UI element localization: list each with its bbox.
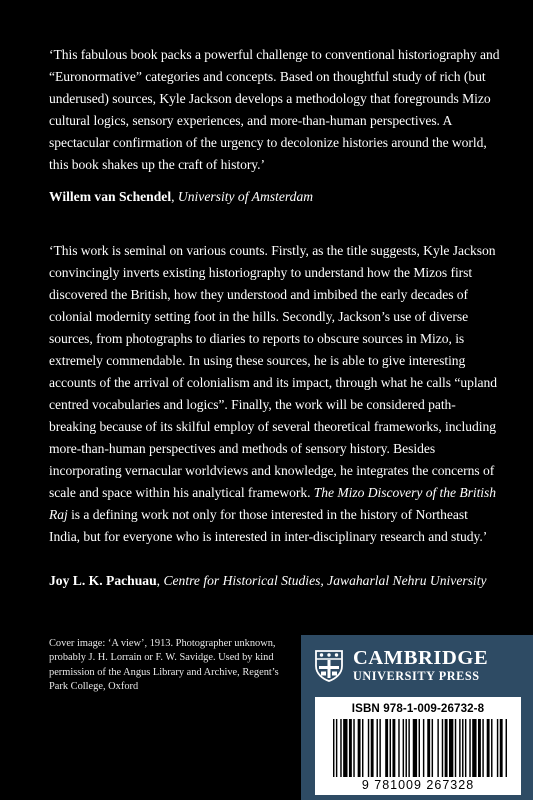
- quote-1-text: ‘This fabulous book packs a powerful challenge to conventional historiography and “Euronormative” categories and concepts. Based on thoughtful study of rich (but underused) sources, Kyle Jackson develops a methodology that foregrounds Mizo cultural logics, sensory experiences, and more-than-human perspectives. A spectacular confirmation of the urgency to decolonize histories around the world, this book shakes up the craft of history.’: [49, 47, 500, 172]
- barcode-bar: [368, 719, 369, 777]
- publisher-subtitle: UNIVERSITY PRESS: [353, 669, 480, 683]
- quote-2-text: [49, 240, 501, 548]
- quote-1-attribution: Willem van Schendel, University of Amsterdam: [49, 189, 314, 204]
- quote-2-body: ‘This work is seminal on various counts. Firstly, as the title suggests, Kyle Jackson convincingly inverts existing historiography to understand how the Mizos first discovered the British, how they understood and imbibed the early decades of colonial modernity setting foot in the hills. Secondly, Jackson’s use of diverse sources, from photographs to diaries to reports to obscure sources in Mizo, is extremely commendable. In using these sources, he is able to give interesting accounts of the arrival of colonialism and its impact, through what he calls “upland centred vocabularies and logics”. Finally, the work will be considered path-breaking because of its skilful employ of several theoretical frameworks, including more-than-human perspectives and methods of sensory history. Besides incorporating vernacular worldviews and knowledge, he integrates the concerns of scale and space within his analytical framework.: [49, 243, 498, 500]
- barcode-bar: [465, 719, 466, 777]
- quote-1-affiliation: University of Amsterdam: [177, 189, 314, 204]
- barcode-bar: [392, 719, 395, 777]
- barcode-bar: [377, 719, 378, 777]
- barcode-bar: [403, 719, 404, 777]
- barcode-bar: [491, 719, 492, 777]
- barcode-bar: [423, 719, 424, 777]
- cambridge-shield-icon: [315, 650, 343, 682]
- barcode-bar: [406, 719, 407, 777]
- barcode-bar: [427, 719, 430, 777]
- barcode-bar: [398, 719, 399, 777]
- barcode-bar: [419, 719, 420, 777]
- barcode-bar: [333, 719, 334, 777]
- quote-1-author: Willem van Schendel: [49, 189, 172, 204]
- barcode-bar: [437, 719, 438, 777]
- barcode-bar: [445, 719, 448, 777]
- barcode-bars: [329, 719, 511, 781]
- barcode-bar: [455, 719, 456, 777]
- barcode-bar: [487, 719, 490, 777]
- barcode-bar: [343, 719, 347, 777]
- barcode-bar: [472, 719, 476, 777]
- barcode-bar: [478, 719, 481, 777]
- barcode-bar: [506, 719, 507, 777]
- barcode-bar: [349, 719, 352, 777]
- quote-2-body-end: is a defining work not only for those interested in the history of Northeast India, but for everyone who is interested in inter-disciplinary research and study.’: [49, 507, 488, 544]
- barcode-bar: [358, 719, 361, 777]
- barcode-bar: [497, 719, 498, 777]
- barcode-bar: [371, 719, 374, 777]
- quote-2-affiliation: Centre for Historical Studies, Jawaharlal Nehru University: [163, 573, 487, 588]
- isbn-barcode: [315, 697, 521, 795]
- barcode-bar: [408, 719, 409, 777]
- quote-2-book-title: The Mizo Discovery of the British Raj: [49, 485, 497, 522]
- barcode-bar: [362, 719, 363, 777]
- barcode-digits: 9 781009 267328: [361, 778, 475, 792]
- barcode-bar: [469, 719, 470, 777]
- barcode-bar: [385, 719, 388, 777]
- barcode-bar: [340, 719, 341, 777]
- publisher-panel: [301, 635, 533, 800]
- barcode-bar: [390, 719, 391, 777]
- quote-2-attribution: Joy L. K. Pachuau, Centre for Historical Studies, Jawaharlal Nehru University: [49, 573, 487, 588]
- cover-image-credit: Cover image: ‘A view’, 1913. Photographer unknown, probably J. H. Lorrain or F. W. Savidge. Used by kind permission of the Angus Library and Archive, Regent’s Park College, Oxford: [49, 638, 279, 692]
- barcode-bar: [442, 719, 443, 777]
- barcode-bar: [449, 719, 453, 777]
- barcode-bar: [432, 719, 433, 777]
- barcode-bar: [336, 719, 337, 777]
- barcode-bar: [500, 719, 503, 777]
- publisher-name: CAMBRIDGE: [353, 647, 489, 669]
- barcode-bar: [462, 719, 463, 777]
- quote-2-author: Joy L. K. Pachuau: [49, 573, 157, 588]
- isbn-label: ISBN 978-1-009-26732-8: [351, 702, 485, 715]
- barcode-bar: [379, 719, 380, 777]
- barcode-bar: [482, 719, 483, 777]
- barcode-bar: [459, 719, 460, 777]
- barcode-bar: [353, 719, 354, 777]
- barcode-bar: [413, 719, 417, 777]
